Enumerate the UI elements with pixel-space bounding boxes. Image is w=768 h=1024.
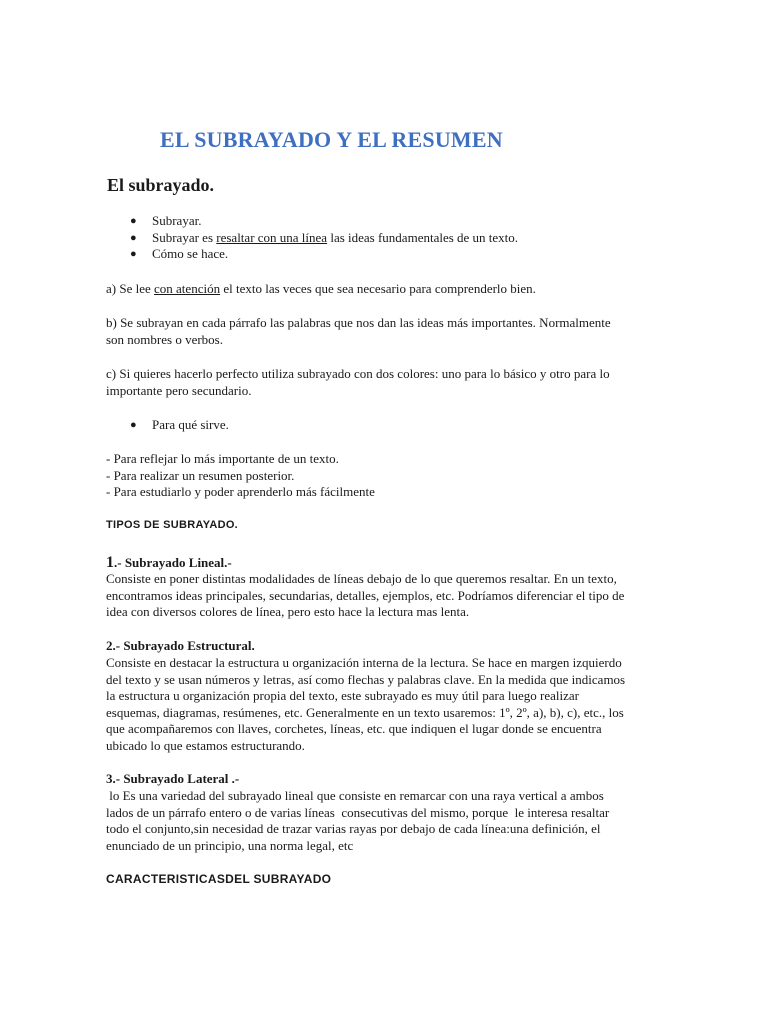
step-c-paragraph: c) Si quieres hacerlo perfecto utiliza subrayado con dos colores: uno para lo básico y otro para lo importante pero secundario.: [106, 366, 610, 398]
underlined-phrase: resaltar con una línea: [216, 229, 328, 245]
list-item: ● Subrayar.: [130, 213, 202, 228]
underlined-phrase: con atención: [154, 281, 221, 296]
bullet-icon: ●: [130, 215, 137, 227]
section-heading-subrayado: El subrayado.: [107, 175, 215, 195]
bullet-icon: ●: [130, 248, 137, 260]
list-item: ● Cómo se hace.: [130, 246, 229, 261]
bullet-icon: ●: [130, 419, 137, 431]
caracteristicas-heading: CARACTERISTICASDEL SUBRAYADO: [106, 872, 332, 886]
tipo-3-paragraph: lo Es una variedad del subrayado lineal que consiste en remarcar con una raya vertical a ambos lados de un párrafo entero o de varias líneas consecutivas del mismo, porque le interesa resaltar todo el conjunto,sin necesidad de trazar varias rayas por debajo de cada línea:una definición, el enunciado de un principio, una norma legal, etc: [106, 788, 610, 853]
tipos-heading: TIPOS DE SUBRAYADO.: [106, 519, 239, 531]
tipo-1-paragraph: Consiste en poner distintas modalidades de líneas debajo de lo que queremos resaltar. En un texto, encontramos ideas principales, secundarias, detalles, ejemplos, etc. Podríamos diferenciar el tipo de idea con diversos colores de línea, pero esto hace la lectura mas lenta.: [106, 571, 625, 619]
bullet-list-definitions: [106, 213, 518, 263]
bullet-icon: ●: [130, 231, 137, 244]
tipo-1-heading: 1.- Subrayado Lineal.-: [106, 554, 232, 571]
tipo-2-paragraph: Consiste en destacar la estructura u organización interna de la lectura. Se hace en margen izquierdo del texto y se usan números y letras, así como flechas y palabras clave. En la medida que indicamos la estructura u organización propia del texto, este subrayado es muy útil para luego realizar esquemas, diagramas, resúmenes, etc. Generalmente en un texto usaremos: 1º, 2º, a), b), c), etc., los que acompañaremos con llaves, corchetes, líneas, etc. que indiquen el lugar donde se encuentra ubicado lo que estamos estructurando.: [106, 655, 626, 753]
list-item: ● Para qué sirve.: [130, 417, 229, 432]
purpose-list: - Para reflejar lo más importante de un texto. - Para realizar un resumen posterior. - Para estudiarlo y poder aprenderlo más fácilmente: [106, 451, 375, 499]
document-title: EL SUBRAYADO Y EL RESUMEN: [160, 127, 503, 152]
bullet-list-purpose: [106, 417, 229, 434]
list-item: ● Subrayar es resaltar con una línea las ideas fundamentales de un texto.: [130, 229, 519, 245]
tipo-3-heading: 3.- Subrayado Lateral .-: [106, 771, 240, 786]
tipo-2-heading: 2.- Subrayado Estructural.: [106, 638, 255, 653]
step-a-paragraph: a) Se lee con atención el texto las veces que sea necesario para comprenderlo bien.: [106, 281, 536, 296]
step-b-paragraph: b) Se subrayan en cada párrafo las palabras que nos dan las ideas más importantes. Normalmente son nombres o verbos.: [106, 315, 611, 347]
